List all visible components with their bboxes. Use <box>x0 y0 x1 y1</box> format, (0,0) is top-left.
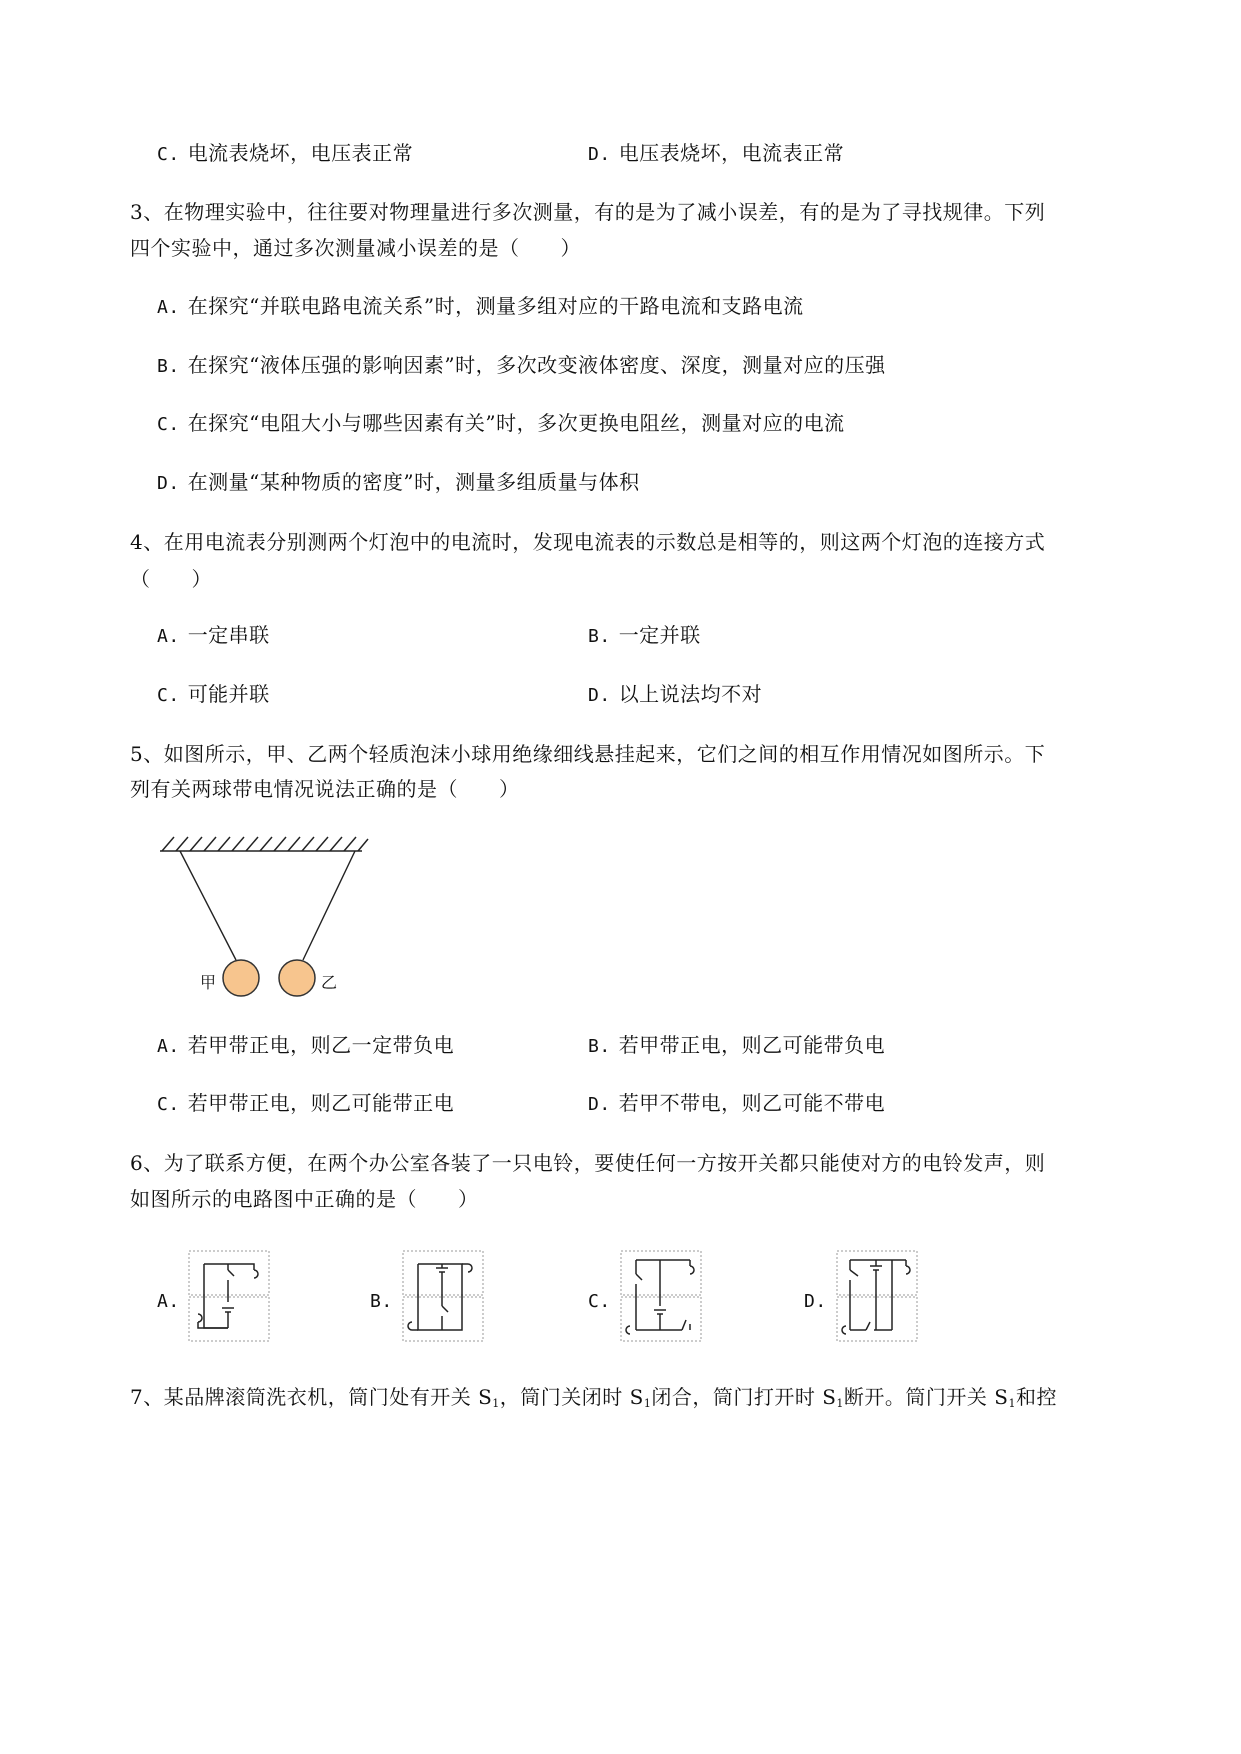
option-text: 在探究“液体压强的影响因素”时，多次改变液体密度、深度，测量对应的压强 <box>187 353 886 377</box>
q4-option-a[interactable] <box>157 621 270 651</box>
label-jia: 甲 <box>200 973 217 992</box>
option-text: 一定串联 <box>187 623 270 647</box>
ceiling-hatch <box>160 837 368 851</box>
thread-left <box>180 851 236 960</box>
q6-option-a[interactable] <box>157 1286 188 1316</box>
q2-option-d[interactable] <box>588 139 844 169</box>
q3-option-c[interactable] <box>157 409 845 439</box>
subscript-1: 1 <box>492 1397 500 1410</box>
option-key: C. <box>157 414 180 435</box>
q7-text-part2: ，筒门关闭时 S <box>499 1385 644 1409</box>
option-key: C. <box>157 144 180 165</box>
subscript-1: 1 <box>643 1397 652 1410</box>
q6-stem-line1: 6、为了联系方便，在两个办公室各装了一只电铃，要使任何一方按开关都只能使对方的电铃发声，则 <box>130 1151 1046 1175</box>
subscript-1: 1 <box>1008 1397 1016 1410</box>
ball-jia <box>223 960 259 996</box>
q6-option-b[interactable] <box>370 1286 401 1316</box>
q5-option-c[interactable] <box>157 1089 454 1119</box>
option-text: 在探究“电阻大小与哪些因素有关”时，多次更换电阻丝，测量对应的电流 <box>187 411 845 435</box>
q6-circuit-b <box>402 1250 484 1342</box>
q4-option-c[interactable] <box>157 680 270 710</box>
option-key: C. <box>157 1094 180 1115</box>
option-key: C. <box>588 1291 611 1312</box>
q5-stem-line1: 5、如图所示，甲、乙两个轻质泡沫小球用绝缘细线悬挂起来，它们之间的相互作用情况如图所示。下 <box>130 742 1046 766</box>
q5-option-a[interactable] <box>157 1031 454 1061</box>
option-key: C. <box>157 685 180 706</box>
option-text: 若甲带正电，则乙一定带负电 <box>187 1033 455 1057</box>
q3-stem-line2: 四个实验中，通过多次测量减小误差的是（ ） <box>130 236 581 260</box>
option-text: 若甲不带电，则乙可能不带电 <box>618 1091 886 1115</box>
label-yi: 乙 <box>321 973 338 992</box>
q7-text-part4: 断开。筒门开关 S <box>843 1385 1009 1409</box>
option-key: A. <box>157 626 180 647</box>
option-key: D. <box>588 1094 611 1115</box>
option-key: A. <box>157 1036 180 1057</box>
q5-option-b[interactable] <box>588 1031 885 1061</box>
q4-option-d[interactable] <box>588 680 762 710</box>
option-text: 以上说法均不对 <box>618 682 763 706</box>
q6-option-d[interactable] <box>804 1286 835 1316</box>
q4-stem-line2: （ ） <box>130 567 212 591</box>
ball-yi <box>279 960 315 996</box>
option-key: A. <box>157 297 180 318</box>
option-text: 电压表烧坏，电流表正常 <box>618 141 845 165</box>
option-text: 电流表烧坏，电压表正常 <box>187 141 414 165</box>
option-text: 在探究“并联电路电流关系”时，测量多组对应的干路电流和支路电流 <box>187 294 804 318</box>
option-key: D. <box>157 473 180 494</box>
q5-figure <box>150 825 380 1005</box>
q3-stem-line1: 3、在物理实验中，往往要对物理量进行多次测量，有的是为了减小误差，有的是为了寻找规律。下列 <box>130 200 1046 224</box>
option-text: 若甲带正电，则乙可能带负电 <box>618 1033 886 1057</box>
q6-circuit-c <box>620 1250 702 1342</box>
option-key: B. <box>157 356 180 377</box>
option-text: 一定并联 <box>618 623 701 647</box>
thread-right <box>303 851 355 960</box>
q5-stem-line2: 列有关两球带电情况说法正确的是（ ） <box>130 777 520 801</box>
option-key: B. <box>588 626 611 647</box>
q3-option-d[interactable] <box>157 468 640 498</box>
q6-stem-line2: 如图所示的电路图中正确的是（ ） <box>130 1187 479 1211</box>
option-text: 若甲带正电，则乙可能带正电 <box>187 1091 455 1115</box>
option-key: A. <box>157 1291 180 1312</box>
q7-text-part1: 7、某品牌滚筒洗衣机，筒门处有开关 S <box>130 1385 493 1409</box>
q3-option-a[interactable] <box>157 292 804 322</box>
option-key: D. <box>804 1291 827 1312</box>
q6-circuit-a <box>188 1250 270 1342</box>
q4-option-b[interactable] <box>588 621 701 651</box>
q6-option-c[interactable] <box>588 1286 619 1316</box>
q3-option-b[interactable] <box>157 351 886 381</box>
q6-circuit-d <box>836 1250 918 1342</box>
q2-option-c[interactable] <box>157 139 413 169</box>
option-text: 在测量“某种物质的密度”时，测量多组质量与体积 <box>187 470 640 494</box>
q5-option-d[interactable] <box>588 1089 885 1119</box>
option-key: B. <box>588 1036 611 1057</box>
q4-stem-line1: 4、在用电流表分别测两个灯泡中的电流时，发现电流表的示数总是相等的，则这两个灯泡的连接方式 <box>130 530 1046 554</box>
q7-stem-line1 <box>130 1383 1057 1418</box>
option-key: D. <box>588 685 611 706</box>
subscript-1: 1 <box>836 1397 844 1410</box>
q7-text-part5: 和控 <box>1015 1385 1057 1409</box>
option-key: B. <box>370 1291 393 1312</box>
option-key: D. <box>588 144 611 165</box>
q7-text-part3: 闭合，筒门打开时 S <box>651 1385 837 1409</box>
option-text: 可能并联 <box>187 682 270 706</box>
